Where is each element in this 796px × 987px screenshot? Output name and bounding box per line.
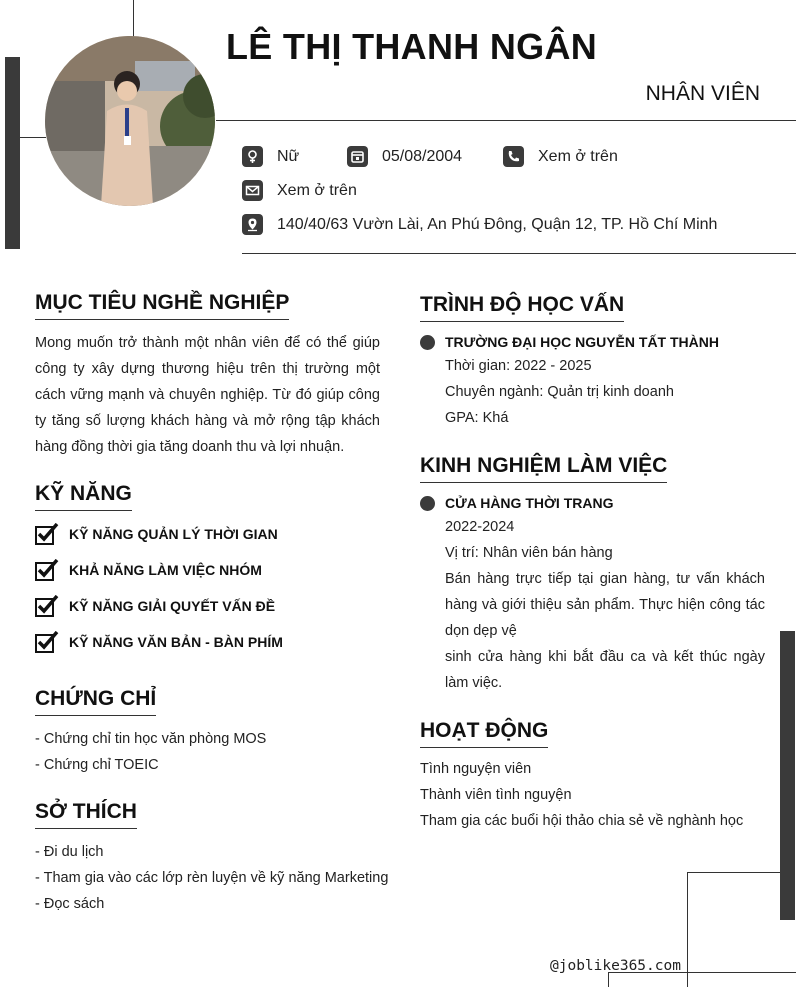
checkbox-checked-icon <box>35 523 59 545</box>
address-row <box>242 214 717 235</box>
education-major: Chuyên ngành: Quản trị kinh doanh <box>445 384 674 400</box>
activity-item: Tham gia các buổi hội thảo chia sẻ về nghành học <box>420 813 744 829</box>
hobby-item: - Đi du lịch <box>35 844 104 860</box>
skills-section <box>35 482 132 511</box>
experience-desc-2: sinh cửa hàng khi bắt đầu ca và kết thúc ngày làm việc. <box>445 649 765 691</box>
education-time: Thời gian: 2022 - 2025 <box>445 358 592 374</box>
checkbox-checked-icon <box>35 631 59 653</box>
hobby-item: - Đọc sách <box>35 896 105 912</box>
certificate-item: - Chứng chỉ tin học văn phòng MOS <box>35 731 267 747</box>
hobbies-heading: SỞ THÍCH <box>35 800 137 829</box>
gender-row <box>242 146 299 167</box>
gender-value: Nữ <box>277 147 300 165</box>
certificates-heading: CHỨNG CHỈ <box>35 687 156 716</box>
certificates-list <box>35 726 266 778</box>
skill-label: KỸ NĂNG VĂN BẢN - BÀN PHÍM <box>69 634 283 650</box>
skill-item <box>35 516 283 552</box>
experience-period: 2022-2024 <box>445 519 515 535</box>
objective-heading: MỤC TIÊU NGHỀ NGHIỆP <box>35 291 289 320</box>
info-divider <box>242 253 796 254</box>
deco-box-top <box>687 872 780 873</box>
deco-line-top <box>133 0 134 38</box>
birthday-value: 05/08/2004 <box>382 147 463 165</box>
candidate-name: LÊ THỊ THANH NGÂN <box>226 26 598 67</box>
activities-section <box>420 719 548 748</box>
avatar <box>45 36 215 206</box>
email-value: Xem ở trên <box>277 181 357 199</box>
email-row <box>242 180 357 201</box>
skill-item <box>35 552 283 588</box>
hobby-item: - Tham gia vào các lớp rèn luyện về kỹ năng Marketing <box>35 870 389 886</box>
birthday-row <box>347 146 462 167</box>
address-value: 140/40/63 Vườn Lài, An Phú Đông, Quận 12, TP. Hồ Chí Minh <box>277 215 718 233</box>
skill-item <box>35 624 283 660</box>
skill-label: KỸ NĂNG QUẢN LÝ THỜI GIAN <box>69 526 278 542</box>
school-name: TRƯỜNG ĐẠI HỌC NGUYỄN TẤT THÀNH <box>445 334 719 350</box>
mail-icon <box>242 180 263 201</box>
bullet-dot <box>420 335 435 350</box>
experience-role: Vị trí: Nhân viên bán hàng <box>445 545 613 561</box>
phone-value: Xem ở trên <box>538 147 618 165</box>
header-divider <box>216 120 796 121</box>
phone-icon <box>503 146 524 167</box>
deco-box-left <box>687 872 688 987</box>
skill-item <box>35 588 283 624</box>
activities-list <box>420 756 743 834</box>
deco-line-left <box>20 137 46 138</box>
hobbies-list <box>35 839 388 917</box>
experience-section <box>420 454 667 483</box>
right-accent-bar <box>780 631 795 920</box>
objective-text: Mong muốn trở thành một nhân viên để có thể giúp công ty xây dựng thương hiệu trên thị trường một cách vững mạnh và chuyên nghiệp. Từ đó giúp công ty tăng số lượng khách hàng và mở rộng tập khách hàng đồng thời gia tăng doanh thu và lợi nhuận. <box>35 335 380 455</box>
deco-box-tick <box>608 972 609 987</box>
activity-item: Thành viên tình nguyện <box>420 787 572 803</box>
bullet-dot <box>420 496 435 511</box>
skills-heading: KỸ NĂNG <box>35 482 132 511</box>
phone-row <box>503 146 618 167</box>
education-details <box>445 353 674 431</box>
skill-label: KỸ NĂNG GIẢI QUYẾT VẤN ĐỀ <box>69 598 276 614</box>
watermark: @joblike365.com <box>550 958 681 974</box>
education-section <box>420 293 624 322</box>
skill-label: KHẢ NĂNG LÀM VIỆC NHÓM <box>69 562 262 578</box>
certificates-section <box>35 687 156 716</box>
experience-heading: KINH NGHIỆM LÀM VIỆC <box>420 454 667 483</box>
certificate-item: - Chứng chỉ TOEIC <box>35 757 159 773</box>
objective-section <box>35 291 289 320</box>
company-name: CỬA HÀNG THỜI TRANG <box>445 495 614 511</box>
location-pin-icon <box>242 214 263 235</box>
activities-heading: HOẠT ĐỘNG <box>420 719 548 748</box>
checkbox-checked-icon <box>35 595 59 617</box>
education-gpa: GPA: Khá <box>445 410 509 426</box>
left-accent-bar <box>5 57 20 249</box>
skills-list <box>35 516 283 660</box>
checkbox-checked-icon <box>35 559 59 581</box>
job-title: NHÂN VIÊN <box>645 82 760 105</box>
experience-desc-1: Bán hàng trực tiếp tại gian hàng, tư vấn khách hàng và giới thiệu sản phẩm. Thực hiện công tác dọn dẹp vệ <box>445 571 765 639</box>
calendar-icon <box>347 146 368 167</box>
hobbies-section <box>35 800 137 829</box>
gender-icon <box>242 146 263 167</box>
education-heading: TRÌNH ĐỘ HỌC VẤN <box>420 293 624 322</box>
activity-item: Tình nguyện viên <box>420 761 532 777</box>
experience-details <box>445 514 765 696</box>
